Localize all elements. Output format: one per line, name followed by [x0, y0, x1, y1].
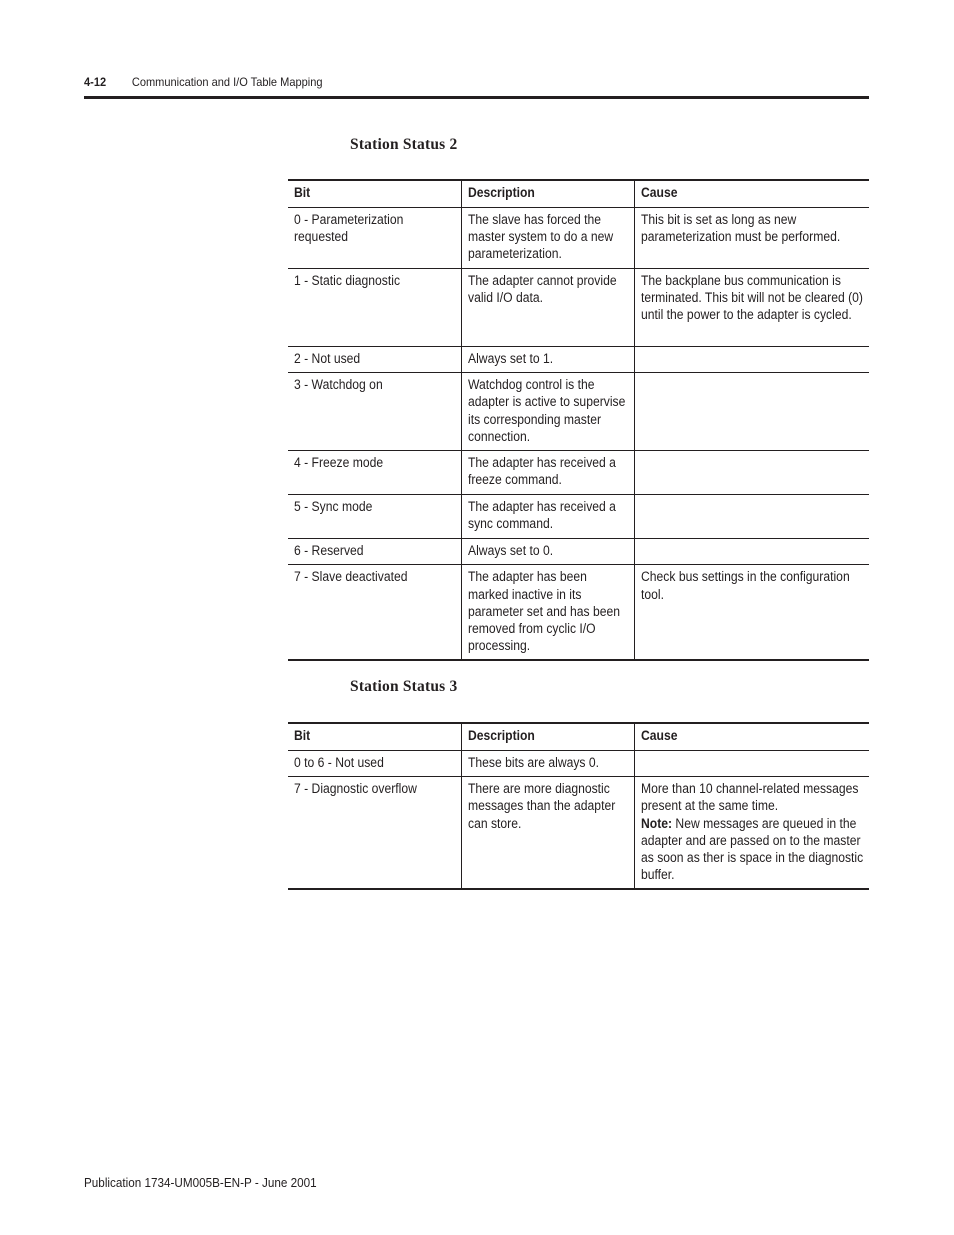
description-cell: There are more diagnostic messages than the adapter can store. [461, 777, 634, 890]
cause-cell [634, 539, 869, 565]
table-row [288, 495, 869, 539]
station-status-3-table [288, 722, 869, 890]
chapter-title: Communication and I/O Table Mapping [131, 75, 323, 89]
cause-cell [634, 495, 869, 539]
table-row [288, 347, 869, 373]
description-cell: The slave has forced the master system to do a new parameterization. [461, 208, 634, 269]
table-row [288, 373, 869, 451]
table-row [288, 269, 869, 347]
bit-cell: 0 - Parameterization requested [288, 208, 461, 269]
cause-cell: The backplane bus communication is terminated. This bit will not be cleared (0) until the power to the adapter is cycled. [634, 269, 869, 347]
column-header-bit: Bit [288, 180, 461, 208]
column-header-cause: Cause [634, 723, 869, 751]
cause-cell [634, 751, 869, 777]
note-text: New messages are queued in the adapter and are passed on to the master as soon as ther is space in the diagnostic buffer. [640, 815, 863, 883]
table-row [288, 451, 869, 495]
bit-cell: 7 - Slave deactivated [288, 565, 461, 661]
bit-cell: 2 - Not used [288, 347, 461, 373]
description-cell: Watchdog control is the adapter is active to supervise its corresponding master connection. [461, 373, 634, 451]
table-row [288, 565, 869, 661]
page-number: 4-12 [84, 75, 107, 89]
cause-cell [634, 373, 869, 451]
column-header-cause: Cause [634, 180, 869, 208]
header-rule [84, 96, 869, 99]
table-row [288, 751, 869, 777]
column-header-description: Description [461, 180, 634, 208]
bit-cell: 1 - Static diagnostic [288, 269, 461, 347]
table-row [288, 539, 869, 565]
cause-cell [634, 347, 869, 373]
bit-cell: 3 - Watchdog on [288, 373, 461, 451]
table-header-row [288, 723, 869, 751]
table-row [288, 777, 869, 890]
page-header [84, 74, 806, 90]
section-title-station-status-3: Station Status 3 [350, 678, 458, 695]
description-cell: The adapter cannot provide valid I/O data. [461, 269, 634, 347]
cause-cell [634, 451, 869, 495]
cause-cell [634, 777, 869, 890]
section-title-station-status-2: Station Status 2 [350, 136, 458, 153]
cause-cell: This bit is set as long as new parameterization must be performed. [634, 208, 869, 269]
bit-cell: 6 - Reserved [288, 539, 461, 565]
description-cell: The adapter has been marked inactive in its parameter set and has been removed from cyclic I/O processing. [461, 565, 634, 661]
bit-cell: 7 - Diagnostic overflow [288, 777, 461, 890]
cause-text: More than 10 channel-related messages present at the same time. [640, 781, 858, 814]
cause-cell: Check bus settings in the configuration tool. [634, 565, 869, 661]
column-header-bit: Bit [288, 723, 461, 751]
bit-cell: 0 to 6 - Not used [288, 751, 461, 777]
table-header-row [288, 180, 869, 208]
bit-cell: 5 - Sync mode [288, 495, 461, 539]
station-status-2-table [288, 179, 869, 661]
column-header-description: Description [461, 723, 634, 751]
description-cell: The adapter has received a sync command. [461, 495, 634, 539]
description-cell: Always set to 1. [461, 347, 634, 373]
table-row [288, 208, 869, 269]
description-cell: Always set to 0. [461, 539, 634, 565]
publication-footer: Publication 1734-UM005B-EN-P - June 2001 [84, 1175, 317, 1190]
bit-cell: 4 - Freeze mode [288, 451, 461, 495]
note-label: Note: [640, 815, 672, 831]
description-cell: These bits are always 0. [461, 751, 634, 777]
description-cell: The adapter has received a freeze command. [461, 451, 634, 495]
